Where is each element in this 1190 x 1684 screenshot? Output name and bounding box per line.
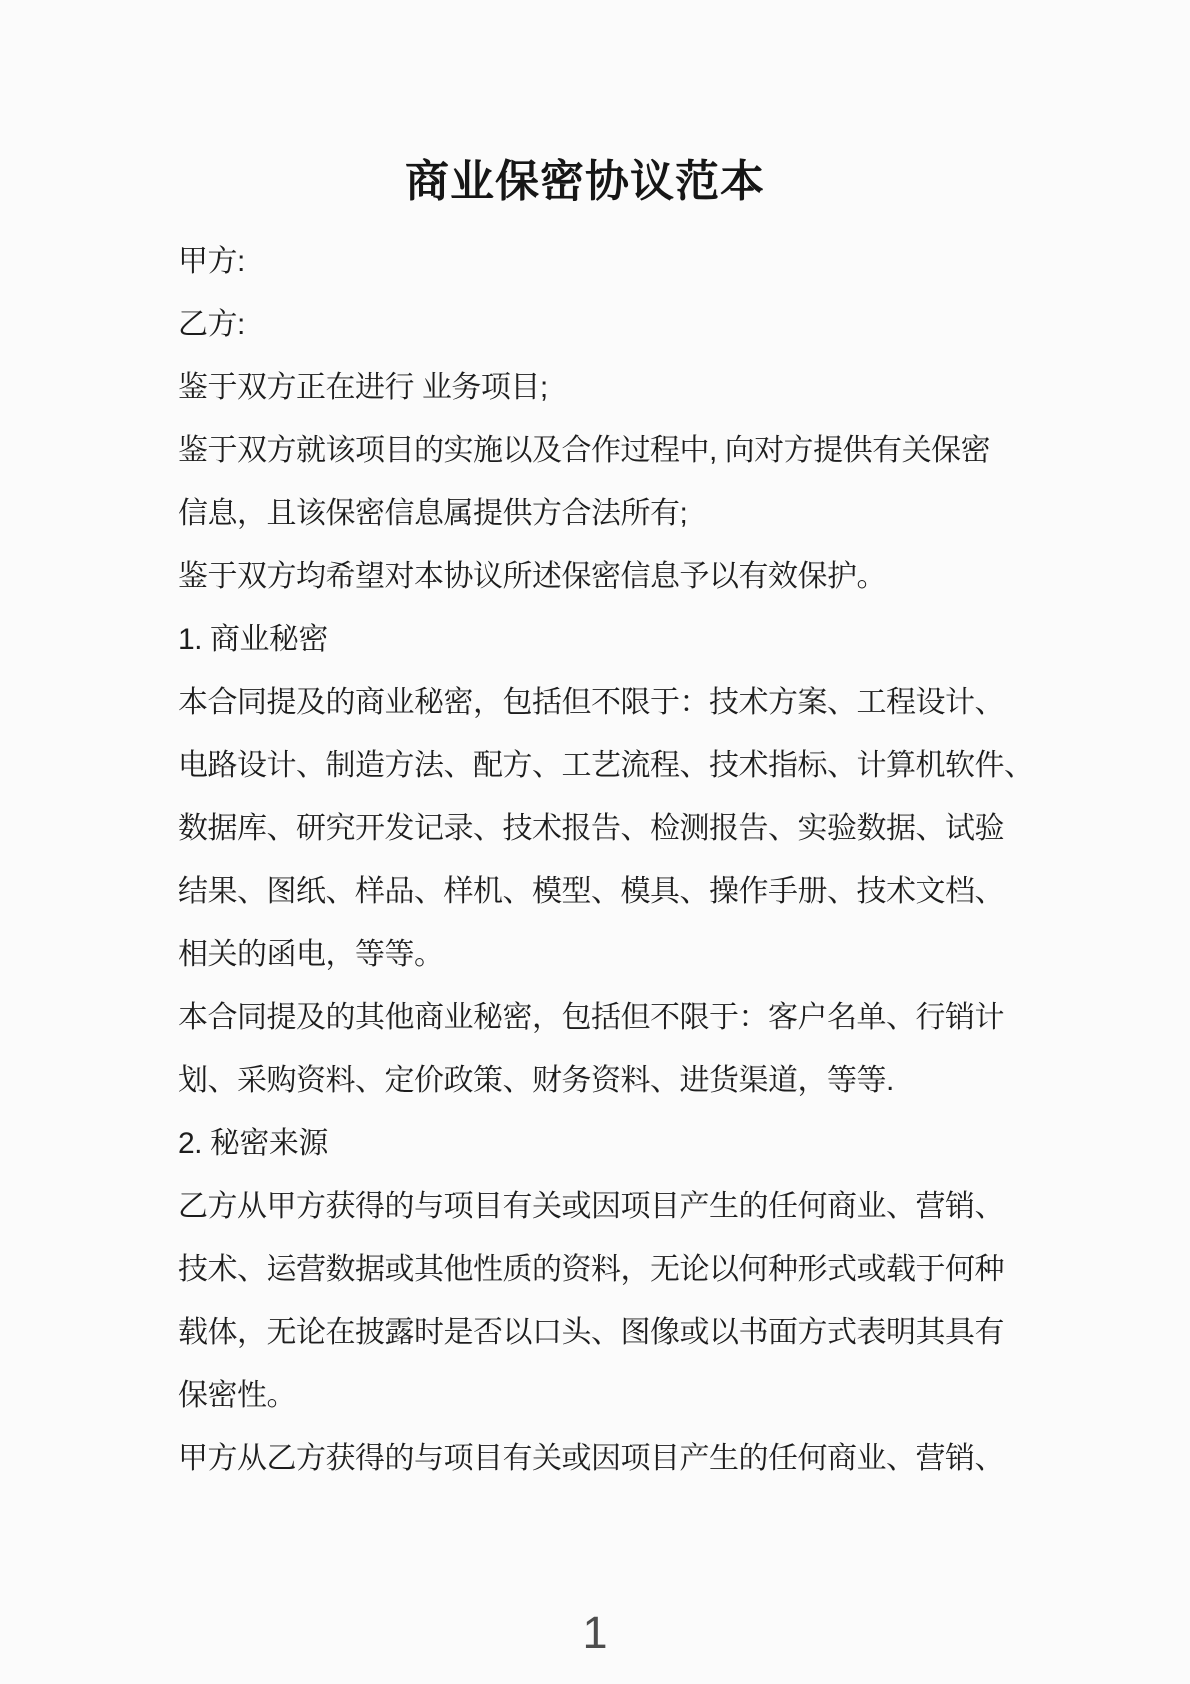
document-line: 数据库、研究开发记录、技术报告、检测报告、实验数据、试验	[178, 812, 1004, 845]
document-section-heading: 1. 商业秘密	[178, 623, 328, 656]
document-line: 乙方:	[178, 308, 245, 341]
document-title: 商业保密协议范本	[405, 157, 765, 206]
document-line: 甲方:	[178, 245, 245, 278]
document-line: 技术、运营数据或其他性质的资料，无论以何种形式或载于何种	[178, 1253, 1004, 1286]
document-body	[178, 230, 1034, 1490]
document-line: 乙方从甲方获得的与项目有关或因项目产生的任何商业、营销、	[178, 1190, 1004, 1223]
document-line: 本合同提及的其他商业秘密，包括但不限于：客户名单、行销计	[178, 1001, 1004, 1034]
document-line: 信息，且该保密信息属提供方合法所有;	[178, 497, 688, 530]
document-line: 划、采购资料、定价政策、财务资料、进货渠道，等等.	[178, 1064, 894, 1097]
document-line: 鉴于双方均希望对本协议所述保密信息予以有效保护。	[178, 560, 886, 593]
document-line: 相关的函电，等等。	[178, 938, 444, 971]
document-line: 鉴于双方就该项目的实施以及合作过程中, 向对方提供有关保密	[178, 434, 991, 467]
document-line: 本合同提及的商业秘密，包括但不限于：技术方案、工程设计、	[178, 686, 1004, 719]
document-line: 载体，无论在披露时是否以口头、图像或以书面方式表明其具有	[178, 1316, 1004, 1349]
document-line: 结果、图纸、样品、样机、模型、模具、操作手册、技术文档、	[178, 875, 1004, 908]
page-number: 1	[582, 1607, 608, 1658]
document-line: 电路设计、制造方法、配方、工艺流程、技术指标、计算机软件、	[178, 749, 1034, 782]
document-section-heading: 2. 秘密来源	[178, 1127, 328, 1160]
document-line: 甲方从乙方获得的与项目有关或因项目产生的任何商业、营销、	[178, 1442, 1004, 1475]
document-line: 鉴于双方正在进行 业务项目;	[178, 371, 548, 404]
document-line: 保密性。	[178, 1379, 296, 1412]
